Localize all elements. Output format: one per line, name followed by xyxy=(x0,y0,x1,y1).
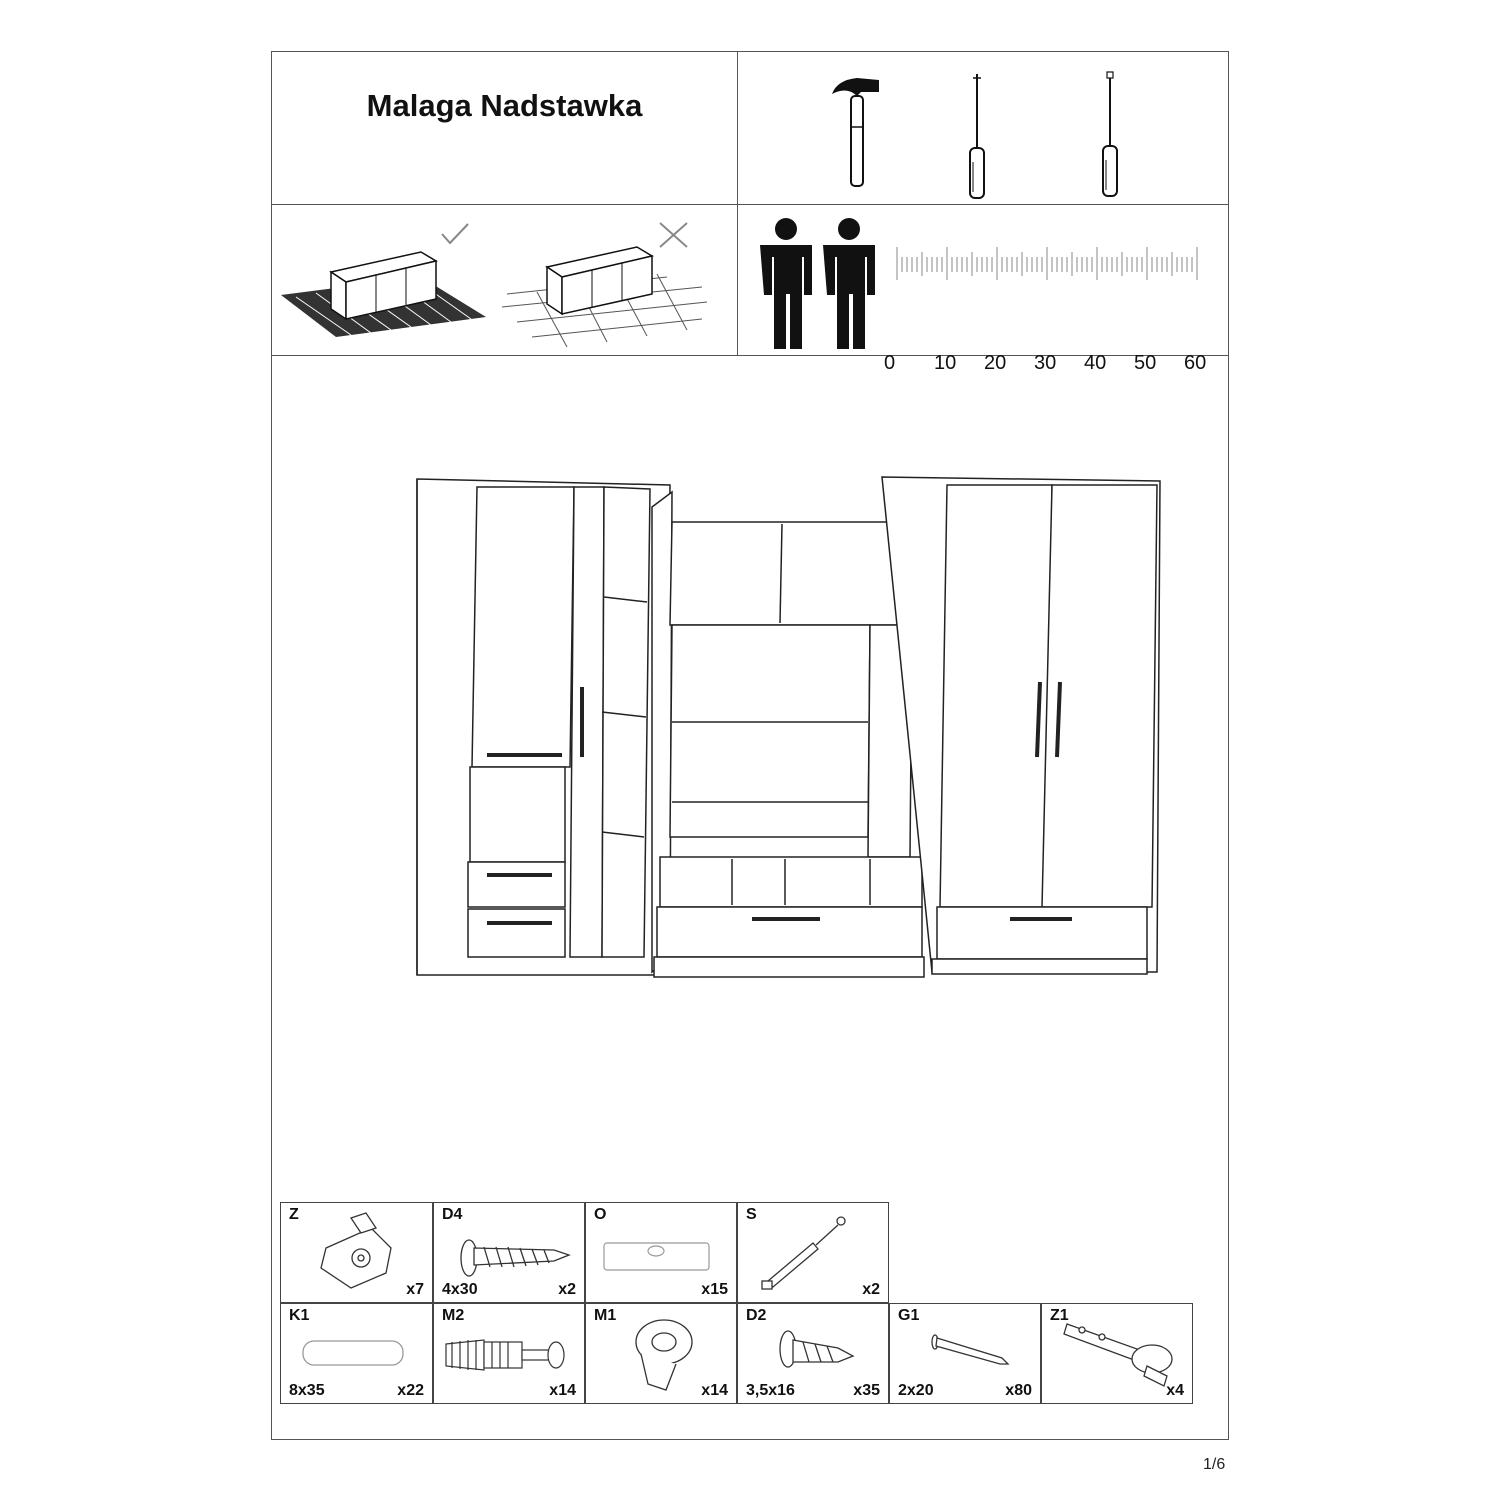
part-size: 8x35 xyxy=(289,1382,325,1399)
part-card xyxy=(585,1202,737,1303)
page-number: 1/6 xyxy=(1203,1456,1226,1473)
part-code: O xyxy=(594,1206,607,1223)
part-code: K1 xyxy=(289,1307,310,1324)
time-scale-label: 60 xyxy=(1184,352,1207,374)
time-scale-ruler xyxy=(892,242,1202,282)
part-card xyxy=(433,1303,585,1404)
hammer-icon xyxy=(827,72,887,192)
part-card xyxy=(280,1202,433,1303)
part-quantity: x14 xyxy=(701,1382,728,1399)
part-card xyxy=(737,1202,889,1303)
part-quantity: x15 xyxy=(701,1281,728,1298)
checkmark-icon xyxy=(440,222,470,247)
part-code: Z1 xyxy=(1050,1307,1069,1324)
part-code: D2 xyxy=(746,1307,767,1324)
part-code: G1 xyxy=(898,1307,920,1324)
time-scale-label: 20 xyxy=(984,352,1007,374)
document-title: Malaga Nadstawka xyxy=(366,88,643,123)
flat-screwdriver-icon xyxy=(1095,70,1125,200)
time-scale-label: 10 xyxy=(934,352,957,374)
part-quantity: x4 xyxy=(1166,1382,1184,1399)
cross-icon xyxy=(657,220,691,250)
part-card xyxy=(585,1303,737,1404)
time-scale-label: 50 xyxy=(1134,352,1157,374)
part-quantity: x2 xyxy=(558,1281,576,1298)
part-card xyxy=(737,1303,889,1404)
furniture-wall-unit-illustration xyxy=(392,467,1172,987)
part-card xyxy=(433,1202,585,1303)
part-card xyxy=(1041,1303,1193,1404)
header-divider xyxy=(272,204,1228,205)
part-code: Z xyxy=(289,1206,299,1223)
part-size: 2x20 xyxy=(898,1382,934,1399)
part-code: M1 xyxy=(594,1307,617,1324)
part-quantity: x80 xyxy=(1005,1382,1032,1399)
time-scale-label: 30 xyxy=(1034,352,1057,374)
part-card xyxy=(280,1303,433,1404)
part-quantity: x14 xyxy=(549,1382,576,1399)
part-code: S xyxy=(746,1206,757,1223)
time-scale-label: 0 xyxy=(884,352,896,374)
part-code: D4 xyxy=(442,1206,463,1223)
time-scale-label: 40 xyxy=(1084,352,1107,374)
part-quantity: x22 xyxy=(397,1382,424,1399)
part-quantity: x2 xyxy=(862,1281,880,1298)
part-card xyxy=(889,1303,1041,1404)
part-quantity: x7 xyxy=(406,1281,424,1298)
part-size: 4x30 xyxy=(442,1281,478,1298)
phillips-screwdriver-icon xyxy=(962,70,992,202)
part-quantity: x35 xyxy=(853,1382,880,1399)
part-size: 3,5x16 xyxy=(746,1382,795,1399)
two-persons-icon xyxy=(755,217,880,352)
instruction-frame xyxy=(271,51,1229,1440)
header-vdivider xyxy=(737,52,738,355)
part-code: M2 xyxy=(442,1307,465,1324)
